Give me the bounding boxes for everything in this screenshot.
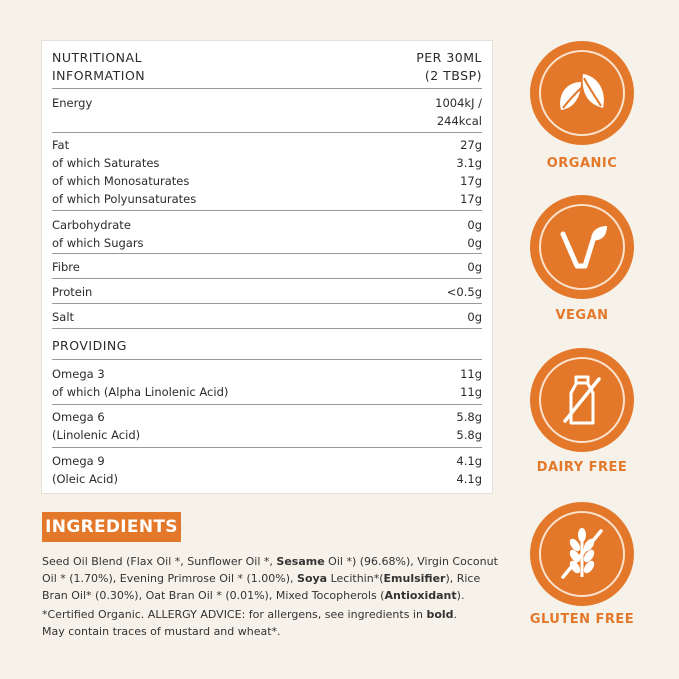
saturates-label: of which Saturates — [52, 156, 160, 170]
divider — [52, 404, 482, 405]
gluten-free-label: GLUTEN FREE — [529, 612, 635, 627]
divider — [52, 253, 482, 254]
omega3-value: 11g — [460, 367, 482, 381]
vegan-label: VEGAN — [555, 308, 609, 323]
divider — [52, 447, 482, 448]
header-right-1: PER 30ML — [416, 50, 482, 65]
ingredients-part: ). — [456, 589, 465, 602]
ingredient-emulsifier: Emulsifier — [383, 572, 446, 585]
linolenic-label: (Linolenic Acid) — [52, 428, 141, 442]
ingredients-text — [42, 553, 502, 604]
saturates-value: 3.1g — [456, 156, 482, 170]
oleic-label: (Oleic Acid) — [52, 472, 118, 486]
traces-note: May contain traces of mustard and wheat*. — [42, 625, 281, 638]
ingredients-part: Oil *) (96.68%), Virgin Coconut Oil * (1.70%), Evening Primrose Oil * (1.00%), — [42, 555, 498, 585]
divider — [52, 88, 482, 89]
divider — [52, 132, 482, 133]
allergy-note — [42, 606, 502, 640]
nutrition-table — [41, 40, 493, 494]
ala-value: 11g — [460, 385, 482, 399]
mono-value: 17g — [460, 174, 482, 188]
omega9-value: 4.1g — [456, 454, 482, 468]
linolenic-value: 5.8g — [456, 428, 482, 442]
carb-label: Carbohydrate — [52, 218, 131, 232]
allergy-note-text: *Certified Organic. ALLERGY ADVICE: for allergens, see ingredients in — [42, 608, 427, 621]
salt-label: Salt — [52, 310, 75, 324]
ingredients-part: Lecithin*( — [327, 572, 384, 585]
ingredients-part: ), Rice Bran Oil* (0.30%), Oat Bran Oil * (0.01%), Mixed Tocopherols ( — [42, 572, 481, 602]
energy-kj: 1004kJ / — [435, 96, 482, 110]
omega3-label: Omega 3 — [52, 367, 105, 381]
dairy-free-badge — [530, 348, 634, 452]
ingredients-heading: INGREDIENTS — [42, 512, 181, 542]
allergy-note-bold: bold — [426, 608, 454, 621]
header-left-1: NUTRITIONAL — [52, 50, 143, 65]
fibre-label: Fibre — [52, 260, 80, 274]
protein-value: <0.5g — [446, 285, 482, 299]
mono-label: of which Monosaturates — [52, 174, 190, 188]
omega6-label: Omega 6 — [52, 410, 105, 424]
header-right-2: (2 TBSP) — [424, 68, 482, 83]
poly-value: 17g — [460, 192, 482, 206]
sprout-icon — [553, 218, 611, 276]
badge-ring — [539, 50, 625, 136]
allergen-soya: Soya — [297, 572, 328, 585]
ala-label: of which (Alpha Linolenic Acid) — [52, 385, 229, 399]
oleic-value: 4.1g — [456, 472, 482, 486]
poly-label: of which Polyunsaturates — [52, 192, 197, 206]
divider — [52, 359, 482, 360]
divider — [52, 328, 482, 329]
ingredient-antioxidant: Antioxidant — [384, 589, 457, 602]
providing-heading: PROVIDING — [52, 338, 127, 353]
fibre-value: 0g — [467, 260, 482, 274]
fat-value: 27g — [460, 138, 482, 152]
energy-kcal: 244kcal — [436, 114, 482, 128]
salt-value: 0g — [467, 310, 482, 324]
dairy-free-label: DAIRY FREE — [536, 460, 628, 475]
sugars-label: of which Sugars — [52, 236, 144, 250]
sugars-value: 0g — [467, 236, 482, 250]
divider — [52, 210, 482, 211]
badge-ring — [539, 204, 625, 290]
divider — [52, 303, 482, 304]
crossed-milk-bottle-icon — [553, 371, 611, 429]
badge-ring — [539, 511, 625, 597]
vegan-badge — [530, 195, 634, 299]
allergen-sesame: Sesame — [276, 555, 325, 568]
fat-label: Fat — [52, 138, 70, 152]
energy-label: Energy — [52, 96, 93, 110]
header-left-2: INFORMATION — [52, 68, 146, 83]
allergy-note-text: . — [453, 608, 458, 621]
divider — [52, 278, 482, 279]
badge-ring — [539, 357, 625, 443]
gluten-free-badge — [530, 502, 634, 606]
organic-label: ORGANIC — [546, 156, 618, 171]
carb-value: 0g — [467, 218, 482, 232]
organic-badge — [530, 41, 634, 145]
crossed-wheat-icon — [553, 525, 611, 583]
omega6-value: 5.8g — [456, 410, 482, 424]
protein-label: Protein — [52, 285, 93, 299]
ingredients-part: Seed Oil Blend (Flax Oil *, Sunflower Oil *, — [42, 555, 277, 568]
leaves-icon — [553, 64, 611, 122]
omega9-label: Omega 9 — [52, 454, 105, 468]
